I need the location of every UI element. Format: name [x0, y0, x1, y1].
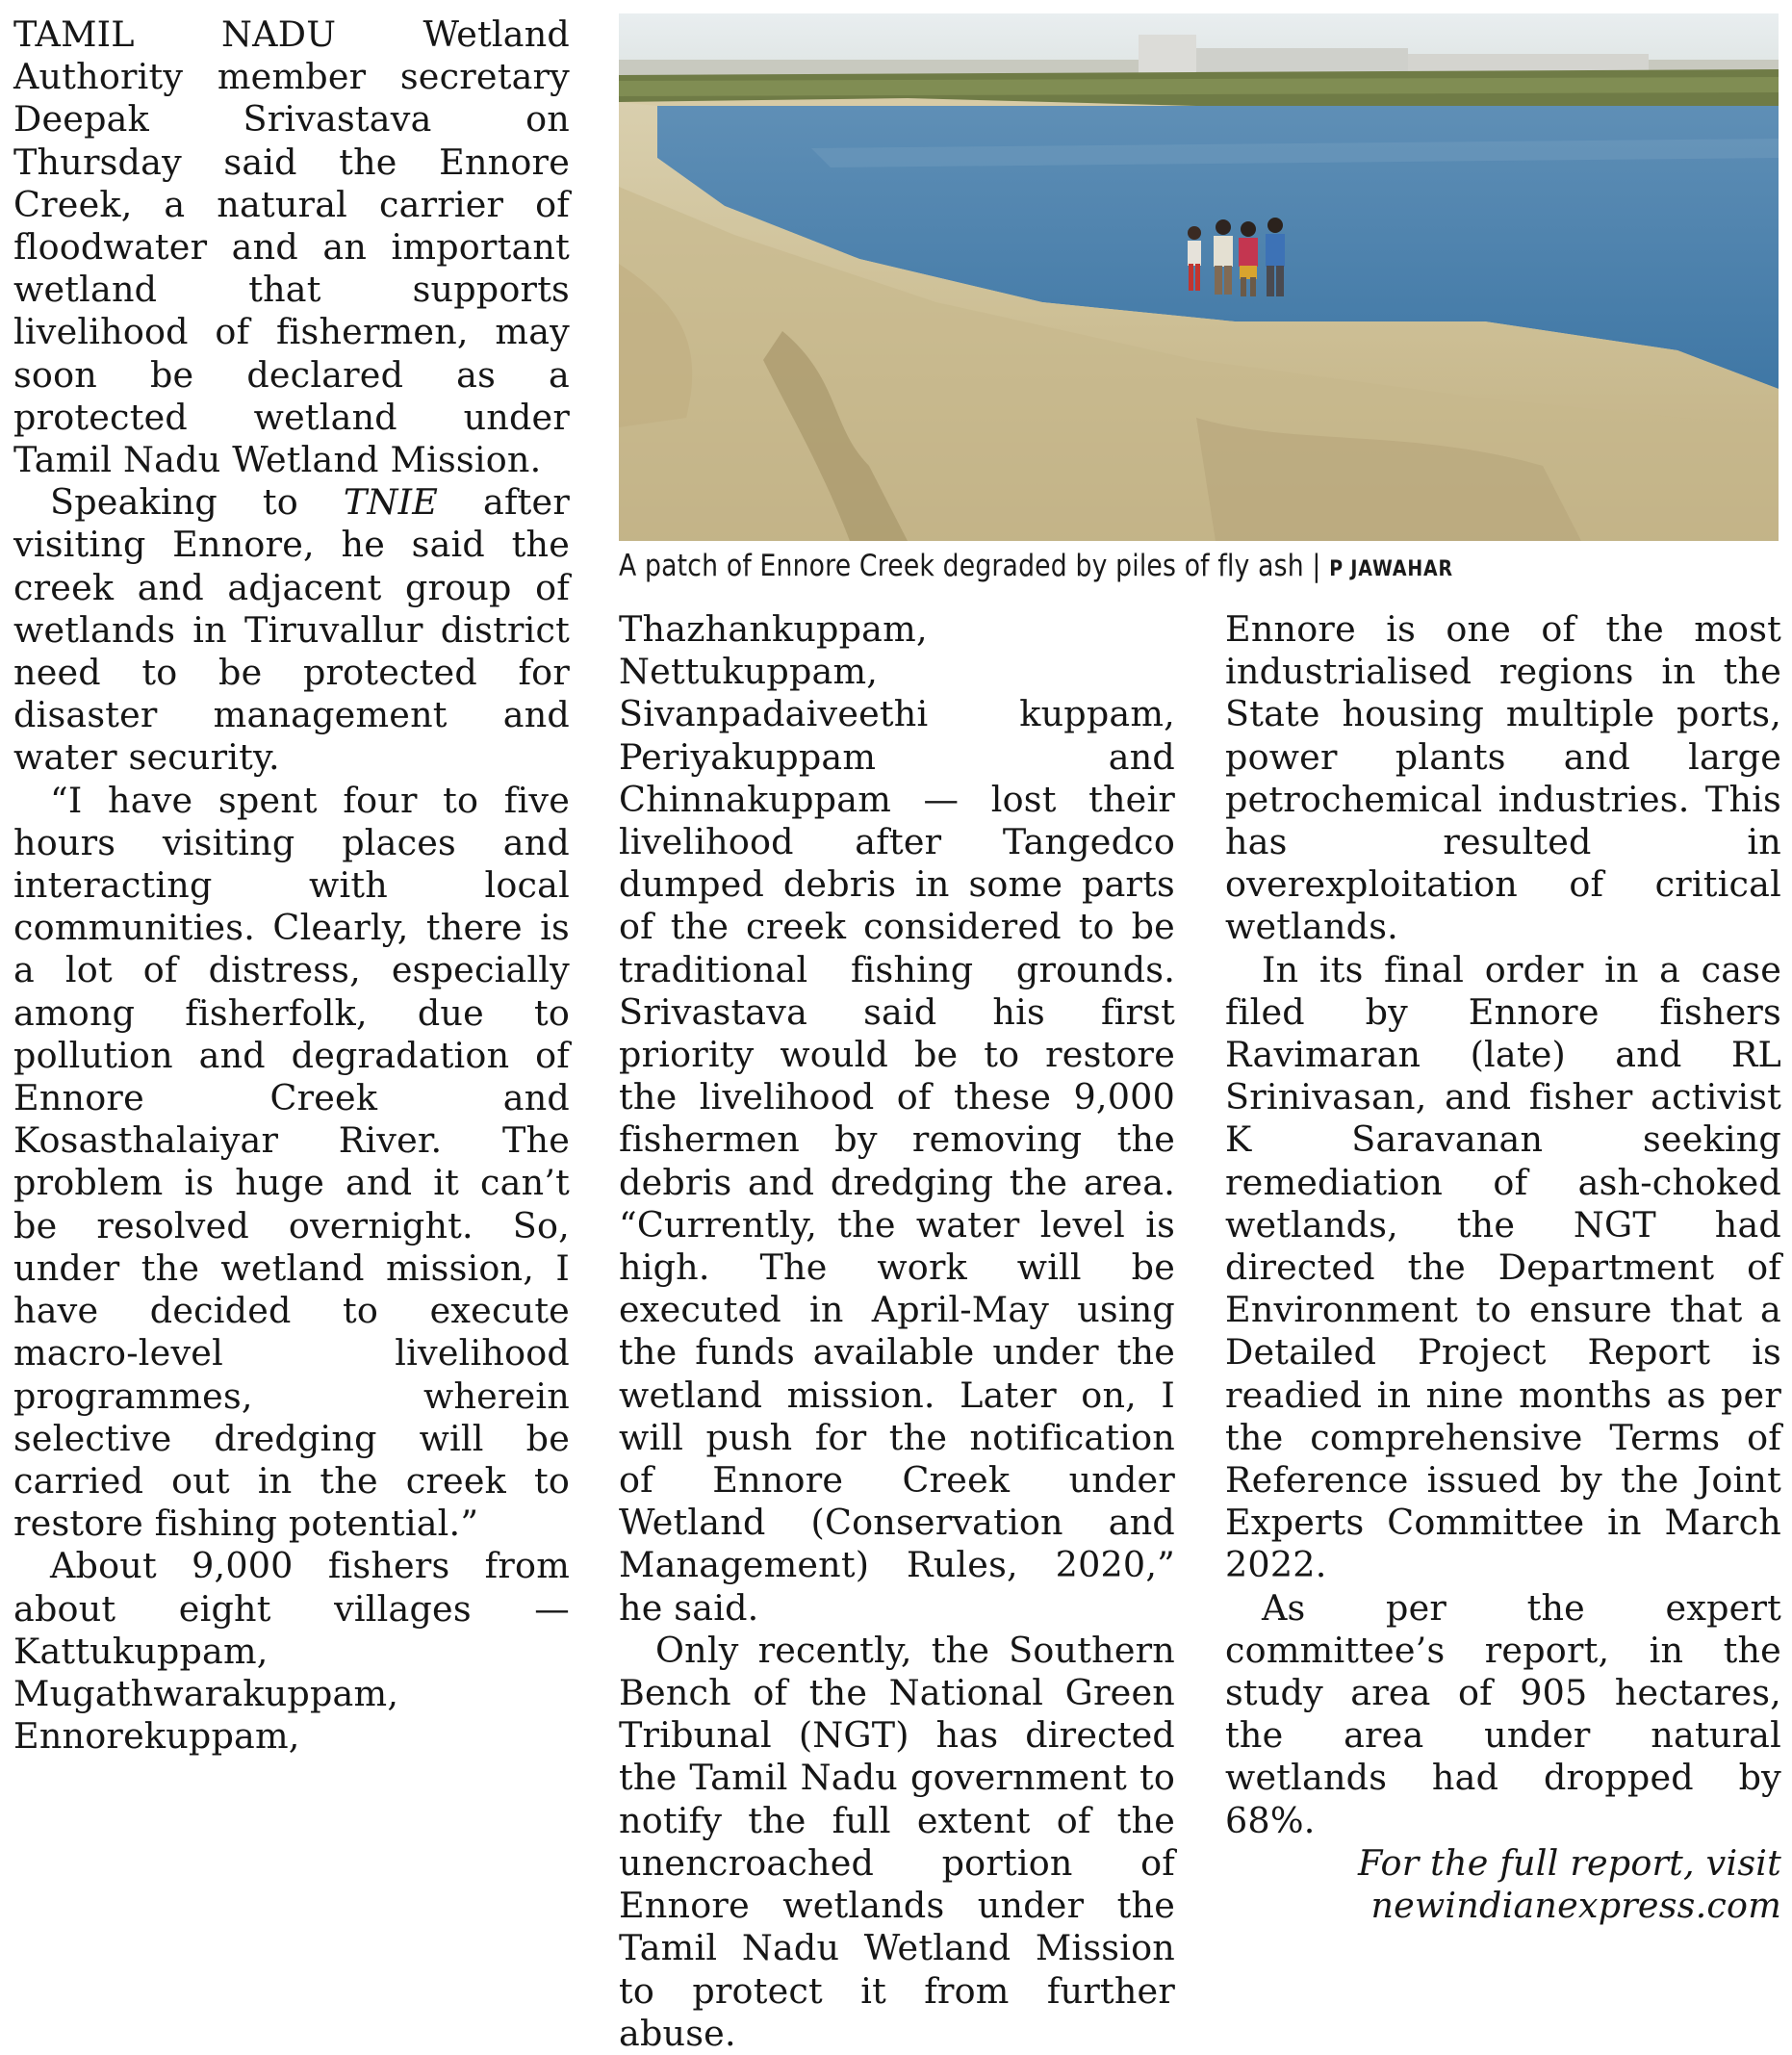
article-photo — [619, 13, 1779, 541]
photo-credit: P JAWAHAR — [1329, 557, 1453, 581]
paragraph-text: after visiting Ennore, he said the creek and adjacent group of wetlands in Tiruvallur district need to be protected for disaster management and water security. — [13, 481, 570, 779]
ennore-creek-photo — [619, 13, 1779, 541]
paragraph-continued: Ennore is one of the most industrialised regions in the State housing multiple ports, power plants and large petrochemical industries. This has resulted in overexploitation of critical wetlands. — [1225, 608, 1781, 948]
paragraph: In its final order in a case filed by Ennore fishers Ravimaran (late) and RL Srinivasan, and fisher activist K Saravanan seeking remediation of ash-choked wetlands, the NGT had directed the Department of Environment to ensure that a Detailed Project Report is readied in nine months as per the comprehensive Terms of Reference issued by the Joint Experts Committee in March 2022. — [1225, 948, 1781, 1586]
paragraph-continued: Thazhankuppam, Nettukuppam, Sivanpadaiveethi kuppam, Periyakuppam and Chinnakuppam — lost their livelihood after Tangedco dumped debris in some parts of the creek considered to be traditional fishing grounds. Srivastava said his first priority would be to restore the livelihood of these 9,000 fishermen by removing the debris and dredging the area. “Currently, the water level is high. The work will be executed in April-May using the funds available under the wetland mission. Later on, I will push for the notification of Ennore Creek under Wetland (Conservation and Management) Rules, 2020,” he said. — [619, 608, 1175, 1629]
footer-note: For the full report, visit — [1358, 1841, 1781, 1884]
publication-name: TNIE — [343, 481, 439, 524]
paragraph: Only recently, the Southern Bench of the National Green Tribunal (NGT) has directed the Tamil Nadu government to notify the full extent of the unencroached portion of Ennore wetlands under the Tamil Nadu Wetland Mission to protect it from further abuse. — [619, 1629, 1175, 2054]
quote-paragraph: “I have spent four to five hours visiting places and interacting with local communities. Clearly, there is a lot of distress, especially among fisherfolk, due to pollution and degradation of Ennore Creek and Kosasthalaiyar River. The problem is huge and it can’t be resolved overnight. So, under the wetland mission, I have decided to execute macro-level livelihood programmes, wherein selective dredging will be carried out in the creek to restore fishing potential.” — [13, 779, 570, 1545]
column-1 — [13, 13, 570, 1765]
column-2 — [619, 608, 1175, 2054]
paragraph-text: Speaking to — [50, 481, 344, 524]
photo-caption — [619, 549, 1616, 587]
paragraph — [13, 481, 570, 779]
caption-text: A patch of Ennore Creek degraded by piles of fly ash | — [619, 549, 1330, 583]
column-3 — [1225, 608, 1781, 1927]
paragraph: As per the expert committee’s report, in the study area of 905 hectares, the area under natural wetlands had dropped by 68%. — [1225, 1586, 1781, 1841]
paragraph: TAMIL NADU Wetland Authority member secretary Deepak Srivastava on Thursday said the Ennore Creek, a natural carrier of floodwater and an important wetland that supports livelihood of fishermen, may soon be declared as a protected wetland under Tamil Nadu Wetland Mission. — [13, 13, 570, 481]
footer-link[interactable]: newindianexpress.com — [1370, 1885, 1781, 1927]
paragraph: About 9,000 fishers from about eight villages — Kattukuppam, Mugathwarakuppam, Ennorekuppam, — [13, 1545, 570, 1758]
